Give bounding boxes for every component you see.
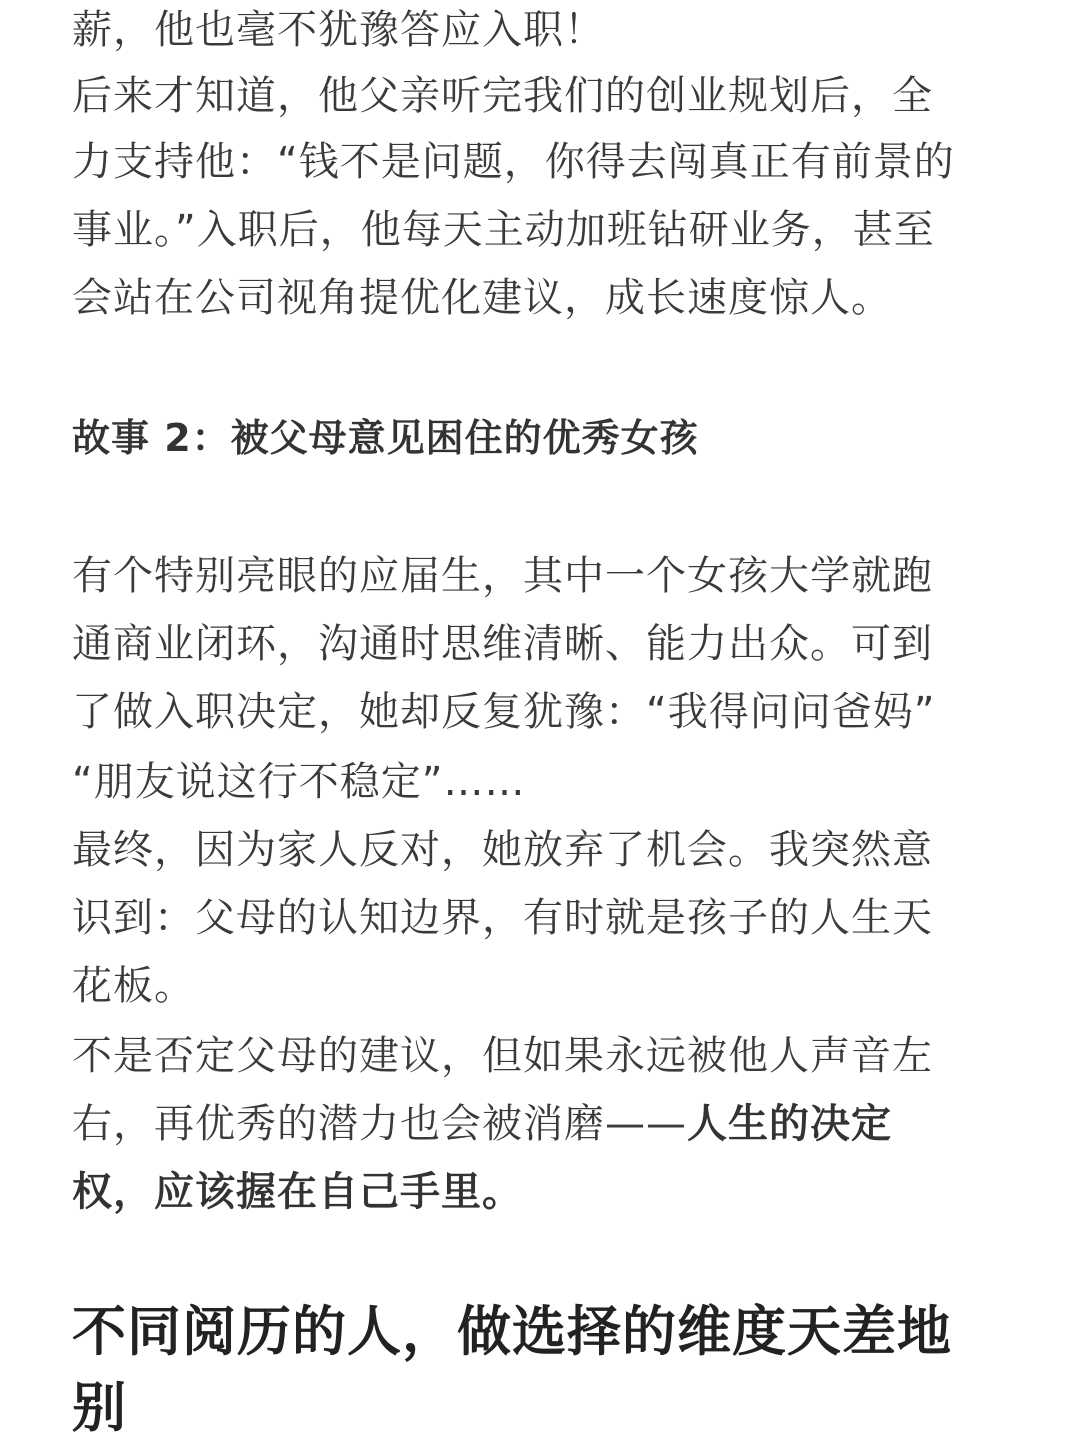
paragraph-line: [72, 1166, 523, 1218]
paragraph-line: 后来才知道，他父亲听完我们的创业规划后，全: [72, 73, 933, 119]
paragraph-line: 通商业闭环，沟通时思维清晰、能力出众。可到: [72, 621, 933, 667]
paragraph-line: 最终，因为家人反对，她放弃了机会。我突然意: [72, 827, 933, 873]
section-heading-line: 不同阅历的人，做选择的维度天差地: [72, 1300, 952, 1363]
paragraph-text: 右，再优秀的潜力也会被消磨——: [72, 1101, 687, 1147]
section-heading-line: 别: [72, 1376, 127, 1439]
paragraph-line: 力支持他：“钱不是问题，你得去闯真正有前景的: [72, 139, 955, 185]
paragraph-line: 了做入职决定，她却反复犹豫：“我得问问爸妈”: [72, 689, 936, 735]
emphasized-text: 权，应该握在自己手里。: [72, 1169, 523, 1215]
paragraph-line: 事业。”入职后，他每天主动加班钻研业务，甚至: [72, 207, 935, 253]
paragraph-line: 不是否定父母的建议，但如果永远被他人声音左: [72, 1033, 933, 1079]
paragraph-line: 有个特别亮眼的应届生，其中一个女孩大学就跑: [72, 553, 933, 599]
paragraph-line: “朋友说这行不稳定”……: [72, 759, 526, 805]
paragraph-line: 薪，他也毫不犹豫答应入职！: [72, 7, 605, 53]
paragraph-line: 花板。: [72, 963, 195, 1009]
paragraph-line: [72, 1098, 892, 1150]
story-2-title: 故事 2：被父母意见困住的优秀女孩: [72, 416, 699, 460]
paragraph-line: 识到：父母的认知边界，有时就是孩子的人生天: [72, 895, 933, 941]
emphasized-text: 人生的决定: [687, 1101, 892, 1147]
paragraph-line: 会站在公司视角提优化建议，成长速度惊人。: [72, 275, 892, 321]
